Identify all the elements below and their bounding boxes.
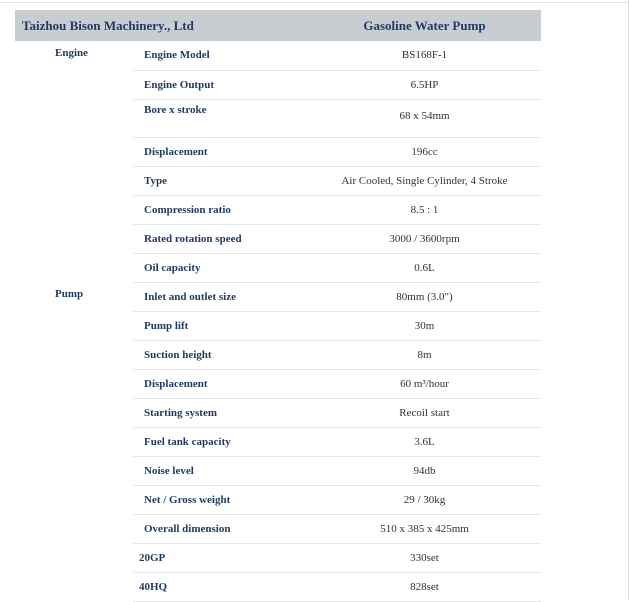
spec-label: Rated rotation speed (133, 224, 308, 253)
table-row (15, 195, 541, 224)
group-label (15, 311, 133, 340)
spec-value: 6.5HP (308, 70, 541, 99)
table-row (15, 572, 541, 601)
spec-label: Bore x stroke (133, 99, 308, 137)
spec-table (15, 10, 541, 602)
table-row (15, 369, 541, 398)
spec-value: 330set (308, 543, 541, 572)
spec-value: 8m (308, 340, 541, 369)
group-label (15, 485, 133, 514)
table-row (15, 543, 541, 572)
group-label (15, 514, 133, 543)
table-row (15, 398, 541, 427)
group-label (15, 543, 133, 572)
table-row (15, 70, 541, 99)
spec-value: 30m (308, 311, 541, 340)
spec-label: Inlet and outlet size (133, 282, 308, 311)
spec-value: 0.6L (308, 253, 541, 282)
table-row (15, 282, 541, 311)
group-label (15, 99, 133, 137)
spec-value: 8.5 : 1 (308, 195, 541, 224)
table-row (15, 41, 541, 70)
spec-label: Oil capacity (133, 253, 308, 282)
group-label (15, 166, 133, 195)
spec-label: Displacement (133, 137, 308, 166)
group-label (15, 195, 133, 224)
group-label: Engine (55, 47, 89, 59)
spec-value: 94db (308, 456, 541, 485)
table-row (15, 99, 541, 137)
table-row (15, 311, 541, 340)
spec-label: Net / Gross weight (133, 485, 308, 514)
table-header-row (15, 10, 541, 41)
table-row (15, 224, 541, 253)
spec-value: BS168F-1 (308, 41, 541, 70)
spec-label: Overall dimension (133, 514, 308, 543)
group-label: Pump (55, 288, 84, 300)
spec-label: Engine Output (133, 70, 308, 99)
spec-label: Fuel tank capacity (133, 427, 308, 456)
spec-value: Air Cooled, Single Cylinder, 4 Stroke (308, 166, 541, 195)
group-label (15, 572, 133, 601)
group-label (15, 70, 133, 99)
table-row (15, 340, 541, 369)
table-row (15, 137, 541, 166)
table-row (15, 427, 541, 456)
spec-label: Suction height (133, 340, 308, 369)
spec-label: Engine Model (133, 41, 308, 70)
spec-label: 40HQ (133, 572, 308, 601)
spec-label: Displacement (133, 369, 308, 398)
table-row (15, 166, 541, 195)
spec-value: 80mm (3.0") (308, 282, 541, 311)
spec-label: Pump lift (133, 311, 308, 340)
spec-value: 196cc (308, 137, 541, 166)
group-label (15, 427, 133, 456)
spec-label: Starting system (133, 398, 308, 427)
group-label (15, 369, 133, 398)
top-divider (0, 2, 629, 3)
spec-value: Recoil start (308, 398, 541, 427)
spec-value: 3000 / 3600rpm (308, 224, 541, 253)
table-row (15, 514, 541, 543)
spec-value: 510 x 385 x 425mm (308, 514, 541, 543)
spec-label: Compression ratio (133, 195, 308, 224)
spec-label: Noise level (133, 456, 308, 485)
product-name: Gasoline Water Pump (308, 10, 541, 41)
spec-label: Type (133, 166, 308, 195)
spec-label: 20GP (133, 543, 308, 572)
table-row (15, 253, 541, 282)
spec-value: 60 m³/hour (308, 369, 541, 398)
spec-value: 68 x 54mm (308, 99, 541, 137)
group-label (15, 456, 133, 485)
spec-value: 29 / 30kg (308, 485, 541, 514)
company-name: Taizhou Bison Machinery., Ltd (15, 10, 308, 41)
table-row (15, 485, 541, 514)
table-row (15, 456, 541, 485)
spec-value: 3.6L (308, 427, 541, 456)
group-label (15, 137, 133, 166)
spec-value: 828set (308, 572, 541, 601)
group-label (15, 340, 133, 369)
group-label (15, 224, 133, 253)
group-label (15, 398, 133, 427)
group-label (15, 253, 133, 282)
